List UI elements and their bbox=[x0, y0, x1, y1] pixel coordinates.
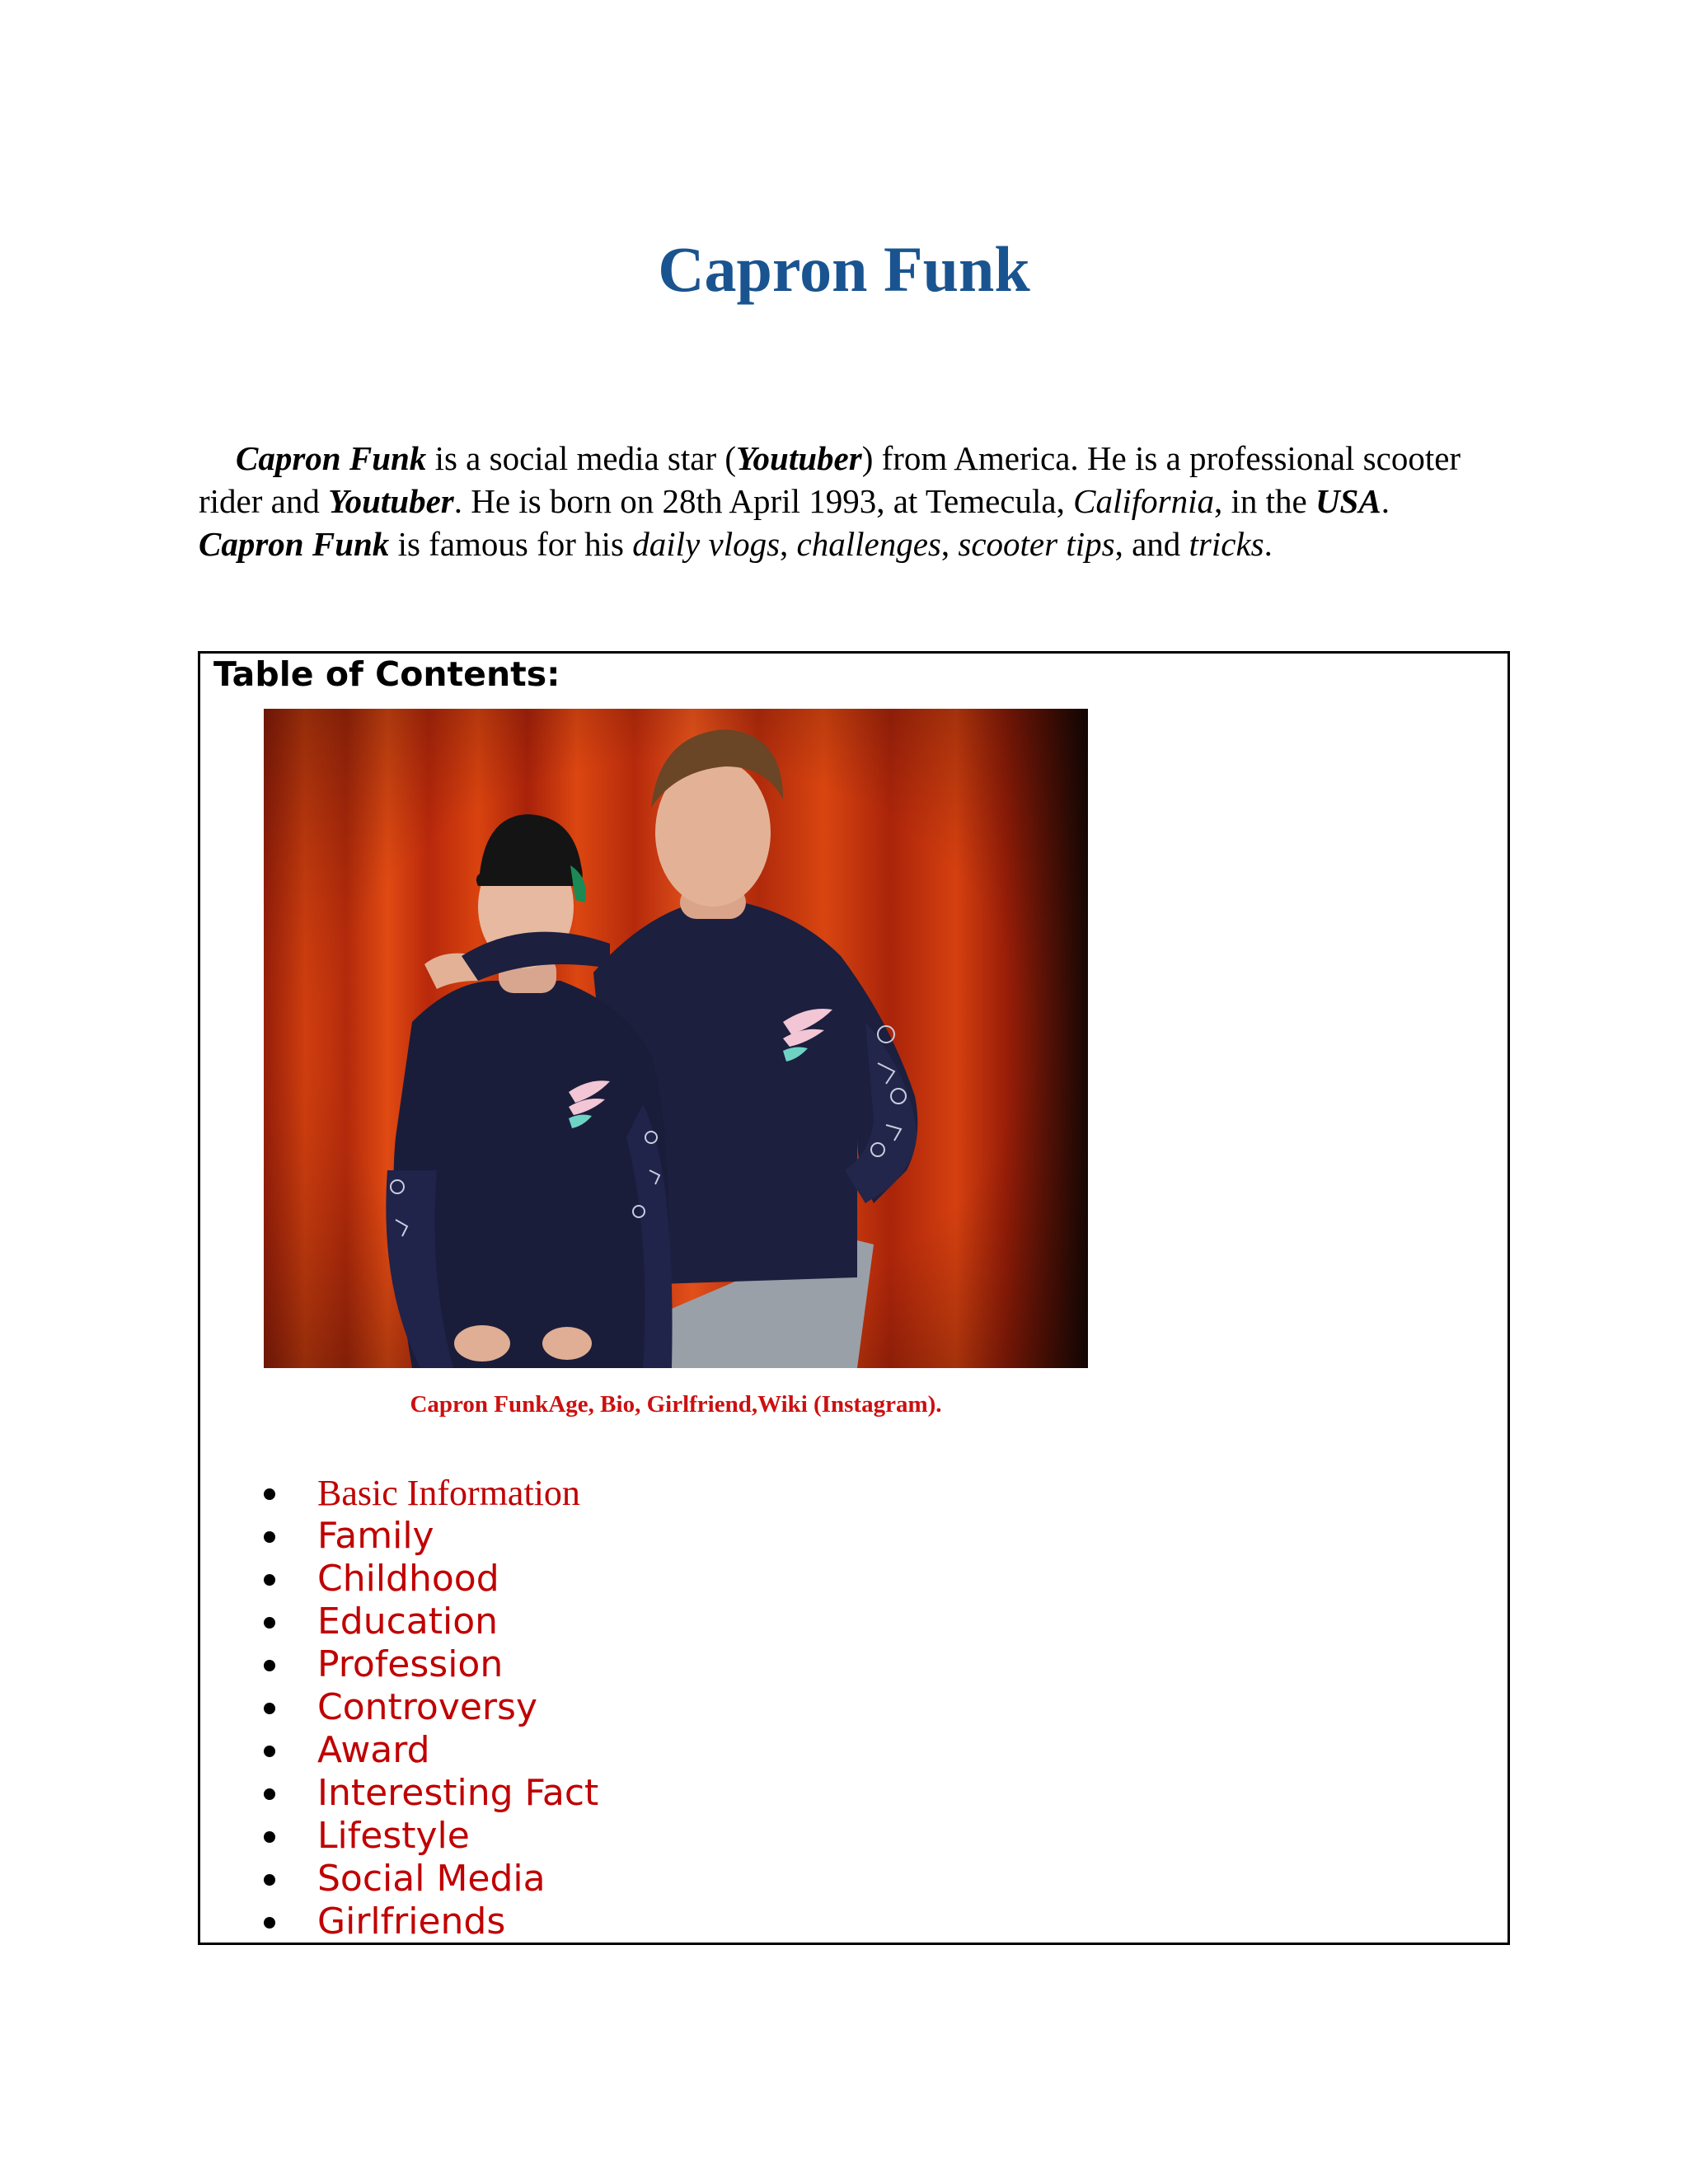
toc-item-childhood[interactable]: Childhood bbox=[264, 1558, 598, 1601]
toc-item-interesting-fact[interactable]: Interesting Fact bbox=[264, 1772, 598, 1815]
page-title: Capron Funk bbox=[658, 233, 1030, 305]
table-of-contents bbox=[198, 651, 1510, 1945]
bullet-icon bbox=[264, 1660, 275, 1671]
bullet-icon bbox=[264, 1488, 275, 1500]
toc-item-basic-information[interactable]: Basic Information bbox=[264, 1472, 598, 1515]
toc-heading: Table of Contents: bbox=[213, 654, 560, 694]
bullet-icon bbox=[264, 1574, 275, 1586]
bullet-icon bbox=[264, 1746, 275, 1757]
bullet-icon bbox=[264, 1874, 275, 1886]
bullet-icon bbox=[264, 1531, 275, 1543]
toc-item-education[interactable]: Education bbox=[264, 1601, 598, 1643]
toc-list bbox=[264, 1472, 598, 1943]
bullet-icon bbox=[264, 1788, 275, 1800]
toc-item-lifestyle[interactable]: Lifestyle bbox=[264, 1815, 598, 1858]
intro-paragraph: Capron Funk is a social media star (Youtuber) from America. He is a professional scooter rider and Youtuber. He is born on 28th April 1993, at Temecula, California, in the USA. Capron Funk is famous for his daily vlogs, challenges, scooter tips, and tricks. bbox=[199, 439, 1461, 563]
toc-item-family[interactable]: Family bbox=[264, 1515, 598, 1558]
photo-caption: Capron FunkAge, Bio, Girlfriend,Wiki (Instagram). bbox=[410, 1391, 942, 1418]
toc-item-controversy[interactable]: Controversy bbox=[264, 1686, 598, 1729]
toc-item-social-media[interactable]: Social Media bbox=[264, 1858, 598, 1900]
bullet-icon bbox=[264, 1917, 275, 1929]
toc-item-girlfriends[interactable]: Girlfriends bbox=[264, 1900, 598, 1943]
bullet-icon bbox=[264, 1831, 275, 1843]
toc-item-award[interactable]: Award bbox=[264, 1729, 598, 1772]
bullet-icon bbox=[264, 1617, 275, 1629]
toc-item-profession[interactable]: Profession bbox=[264, 1643, 598, 1686]
profile-photo bbox=[264, 709, 1088, 1368]
bullet-icon bbox=[264, 1703, 275, 1714]
